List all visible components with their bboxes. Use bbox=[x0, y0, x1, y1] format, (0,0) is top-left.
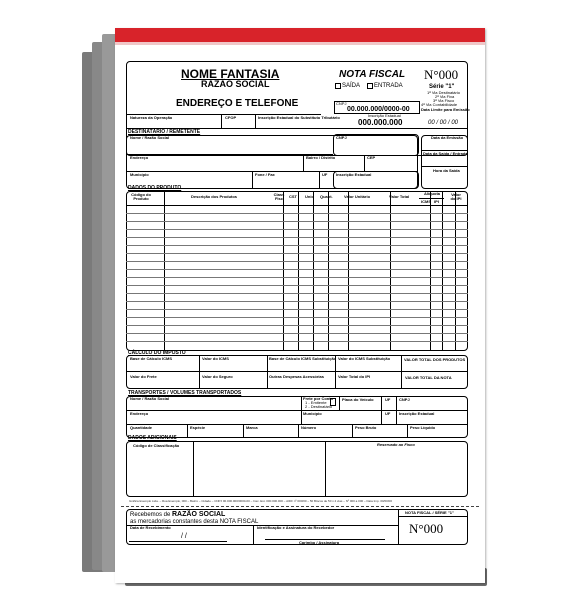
ie-sub-divider bbox=[255, 114, 256, 128]
dest-endereco-label: Endereço bbox=[130, 155, 149, 160]
transp-uf2-label: UF bbox=[385, 411, 391, 416]
invoice-number: N°000 bbox=[424, 67, 459, 82]
serie-label: Série "1" bbox=[429, 84, 455, 90]
produtos-row-line bbox=[126, 221, 468, 222]
produtos-col-divider bbox=[390, 191, 391, 351]
produtos-row-line bbox=[126, 309, 468, 310]
dest-fone-label: Fone / Fax bbox=[255, 172, 275, 177]
company-name: RAZÃO SOCIAL bbox=[201, 79, 270, 89]
imposto-div-1 bbox=[199, 355, 200, 389]
canhoto-recebemos: Recebemos de bbox=[130, 512, 171, 518]
produtos-col-divider bbox=[298, 191, 299, 351]
adicionais-div-1 bbox=[193, 441, 194, 497]
adicionais-div-2 bbox=[325, 441, 326, 497]
transp-div-numero bbox=[298, 424, 299, 438]
dest-dates-box bbox=[421, 135, 468, 189]
produtos-col-divider bbox=[442, 191, 443, 351]
transp-div-liquido bbox=[407, 424, 408, 438]
cnpj-value: 00.000.000/0000-00 bbox=[347, 106, 410, 113]
dates-line-2 bbox=[421, 166, 468, 167]
frete-label: Valor do Frete bbox=[130, 374, 157, 379]
transporte-box bbox=[126, 396, 468, 438]
produtos-row-line bbox=[126, 213, 468, 214]
imposto-mid-line bbox=[126, 371, 468, 372]
produtos-row-line bbox=[126, 245, 468, 246]
produtos-col-divider bbox=[455, 191, 456, 351]
seguro-label: Valor do Seguro bbox=[202, 374, 233, 379]
dest-fone-divider bbox=[252, 171, 253, 189]
entrada-label: ENTRADA bbox=[374, 83, 403, 89]
destinatario-title: DESTINATÁRIO / REMETENTE bbox=[128, 129, 201, 135]
produtos-row-line bbox=[126, 341, 468, 342]
trade-name: NOME FANTASIA bbox=[181, 67, 280, 81]
canhoto-number: N°000 bbox=[409, 521, 444, 536]
limite-date: 00 / 00 / 00 bbox=[428, 120, 459, 126]
transp-ie-label: Inscrição Estadual bbox=[399, 411, 435, 416]
dest-ie-label: Inscrição Estadual bbox=[336, 172, 372, 177]
dest-uf-label: UF bbox=[322, 172, 328, 177]
canhoto-nf-serie: NOTA FISCAL / SÉRIE "1" bbox=[405, 510, 454, 515]
invoice-sheet bbox=[115, 28, 485, 583]
ipi-total-label: Valor Total do IPI bbox=[338, 374, 371, 379]
data-emissao-label: Data da Emissão bbox=[431, 135, 464, 140]
canhoto-identificacao-label: Identificação e Assinatura do Recebedor bbox=[257, 525, 335, 530]
dest-uf-divider bbox=[319, 171, 320, 189]
canhoto-nf-line bbox=[398, 516, 468, 517]
col-unid: Unid bbox=[305, 194, 314, 199]
ie-sub-label: Inscrição Estadual do Substituto Tributário bbox=[258, 115, 340, 120]
col-valor-ipi: Valor do IPI bbox=[450, 192, 462, 201]
transp-frete-label: Frete por Conta bbox=[303, 396, 333, 401]
base-sub-label: Base de Cálculo ICMS Substituição bbox=[269, 356, 337, 361]
frete-checkbox[interactable] bbox=[330, 398, 336, 406]
transp-quantidade-label: Quantidade bbox=[130, 425, 153, 430]
produtos-row-line bbox=[126, 277, 468, 278]
produtos-header-line bbox=[126, 205, 468, 206]
produtos-col-divider bbox=[313, 191, 314, 351]
transp-nome-label: Nome / Razão Social bbox=[130, 396, 170, 401]
imposto-div-2 bbox=[267, 355, 268, 389]
dest-bairro-divider bbox=[303, 154, 304, 171]
produtos-col-divider bbox=[328, 191, 329, 351]
transp-peso-liquido-label: Peso Líquido bbox=[410, 425, 436, 430]
produtos-row-line bbox=[126, 325, 468, 326]
canhoto-div-2 bbox=[398, 509, 399, 545]
produtos-row-line bbox=[126, 229, 468, 230]
printer-imprint: Gráfica Exemplo Ltda. – Rua Exemplo, 000 – Bairro – Cidade – CNPJ 00.000.000/0000-00 – Insc. Est. 000.000.000 – AIDF nº 000/00 – 50 Blocos de 50 x 4 vias – Nº 000 a 000 – Data Imp. 00/00/00 bbox=[129, 499, 393, 503]
total-nota-label: VALOR TOTAL DA NOTA bbox=[405, 375, 452, 380]
col-quant: Quant. bbox=[320, 194, 333, 199]
produtos-row-line bbox=[126, 269, 468, 270]
col-codigo: Código do Produto bbox=[131, 192, 151, 201]
produtos-row-line bbox=[126, 301, 468, 302]
transp-div-municipio bbox=[301, 410, 302, 424]
col-descricao: Descrição dos Produtos bbox=[191, 194, 238, 199]
outras-label: Outras Despesas Acessórias bbox=[269, 374, 324, 379]
produtos-row-line bbox=[126, 293, 468, 294]
doc-title: NOTA FISCAL bbox=[339, 69, 406, 80]
canhoto-company: RAZÃO SOCIAL bbox=[172, 511, 226, 518]
entrada-checkbox[interactable] bbox=[367, 83, 373, 89]
col-valor-total: Valor Total bbox=[389, 194, 410, 199]
ie-label: Inscrição Estadual bbox=[368, 113, 401, 118]
saida-label: SAÍDA bbox=[342, 83, 361, 89]
dest-cnpj-label: CNPJ bbox=[336, 135, 347, 140]
transp-div-bruto bbox=[352, 424, 353, 438]
natureza-label: Natureza da Operação bbox=[130, 115, 173, 120]
binding-strip bbox=[115, 28, 485, 42]
transp-placa-label: Placa do Veículo bbox=[342, 397, 374, 402]
saida-checkbox[interactable] bbox=[335, 83, 341, 89]
transp-frete-2: 2 - Destinatário bbox=[305, 404, 333, 409]
via-3: 3ª Via Fisco bbox=[433, 98, 455, 103]
perforation-line bbox=[121, 506, 479, 507]
produtos-row-line bbox=[126, 237, 468, 238]
dest-municipio-label: Município bbox=[130, 172, 149, 177]
col-valor-unitario: Valor Unitário bbox=[344, 194, 371, 199]
transp-uf-label: UF bbox=[385, 397, 391, 402]
transp-div-especie bbox=[187, 424, 188, 438]
canhoto-date-slashes: / / bbox=[181, 533, 187, 540]
total-produtos-label: VALOR TOTAL DOS PRODUTOS bbox=[404, 357, 466, 362]
ie-value: 000.000.000 bbox=[358, 118, 403, 127]
canhoto-mercadorias: as mercadorias constantes desta NOTA FISCAL bbox=[130, 519, 259, 525]
valor-sub-label: Valor do ICMS Substituição bbox=[338, 356, 391, 361]
via-2: 2ª Via Fixa bbox=[435, 94, 455, 99]
dest-nome-label: Nome / Razão Social bbox=[130, 135, 170, 140]
transp-div-placa bbox=[339, 396, 340, 410]
transp-especie-label: Espécie bbox=[190, 425, 206, 430]
transp-numero-label: Número bbox=[301, 425, 317, 430]
adicionais-title: DADOS ADICIONAIS bbox=[128, 435, 177, 441]
adicionais-box bbox=[126, 441, 468, 497]
via-1: 1ª Via Destinatário bbox=[427, 90, 460, 95]
dest-cep-divider bbox=[364, 156, 365, 171]
address-phone: ENDEREÇO E TELEFONE bbox=[176, 98, 299, 109]
col-class-fisc: Class Fisc bbox=[273, 192, 285, 201]
col-ipi: IPI bbox=[434, 199, 439, 204]
transp-cnpj-label: CNPJ bbox=[399, 397, 410, 402]
transp-endereco-label: Endereço bbox=[130, 411, 149, 416]
transp-div-frete bbox=[301, 396, 302, 410]
canhoto-date-line bbox=[129, 541, 227, 542]
imposto-div-4 bbox=[401, 355, 402, 389]
produtos-col-divider bbox=[164, 191, 165, 351]
codigo-classificacao-label: Código de Classificação bbox=[133, 443, 180, 448]
canhoto-data-label: Data de Recebimento bbox=[130, 525, 171, 530]
transp-municipio-label: Município bbox=[303, 411, 322, 416]
transp-marca-label: Marca bbox=[246, 425, 258, 430]
produtos-title: DADOS DO PRODUTO bbox=[128, 185, 182, 191]
produtos-row-line bbox=[126, 285, 468, 286]
transp-peso-bruto-label: Peso Bruto bbox=[355, 425, 377, 430]
binding-strip-shadow bbox=[115, 42, 485, 45]
hora-saida-label: Hora da Saída bbox=[433, 168, 460, 173]
cfop-label: CFOP bbox=[225, 115, 237, 120]
canhoto-div-1 bbox=[253, 525, 254, 545]
transp-frete-1: 1 - Emitente bbox=[305, 400, 327, 405]
produtos-row-line bbox=[126, 253, 468, 254]
transp-div-marca bbox=[243, 424, 244, 438]
canhoto-carimbo-label: Carimbo / Assinatura bbox=[299, 540, 340, 545]
produtos-row-line bbox=[126, 317, 468, 318]
reservado-fisco-label: Reservado ao Fisco bbox=[377, 442, 415, 447]
produtos-row-line bbox=[126, 333, 468, 334]
base-icms-label: Base de Cálculo ICMS bbox=[130, 356, 173, 361]
produtos-col-divider bbox=[348, 191, 349, 351]
via-4: 4ª Via Contabilidade bbox=[421, 102, 458, 107]
col-cst: CST bbox=[289, 194, 297, 199]
produtos-row-line bbox=[126, 261, 468, 262]
produtos-col-divider bbox=[283, 191, 284, 351]
valor-icms-label: Valor do ICMS bbox=[202, 356, 229, 361]
dest-bairro-label: Bairro / Distrito bbox=[306, 155, 336, 160]
data-saida-label: Data da Saída / Entrada bbox=[423, 151, 468, 156]
dest-cep-label: CEP bbox=[367, 155, 376, 160]
col-aliquota: Alíquota bbox=[424, 191, 440, 196]
imposto-title: CÁLCULO DO IMPOSTO bbox=[128, 350, 186, 356]
cnpj-label: CNPJ bbox=[336, 101, 347, 106]
cfop-divider bbox=[221, 114, 222, 128]
dest-line-1 bbox=[126, 154, 333, 155]
produtos-table bbox=[126, 191, 468, 351]
col-icms: ICMS bbox=[421, 199, 431, 204]
transporte-title: TRANSPORTES / VOLUMES TRANSPORTADOS bbox=[128, 390, 242, 396]
produtos-col-divider bbox=[430, 191, 431, 351]
limite-label: Data Limite para Emissão bbox=[421, 107, 470, 112]
